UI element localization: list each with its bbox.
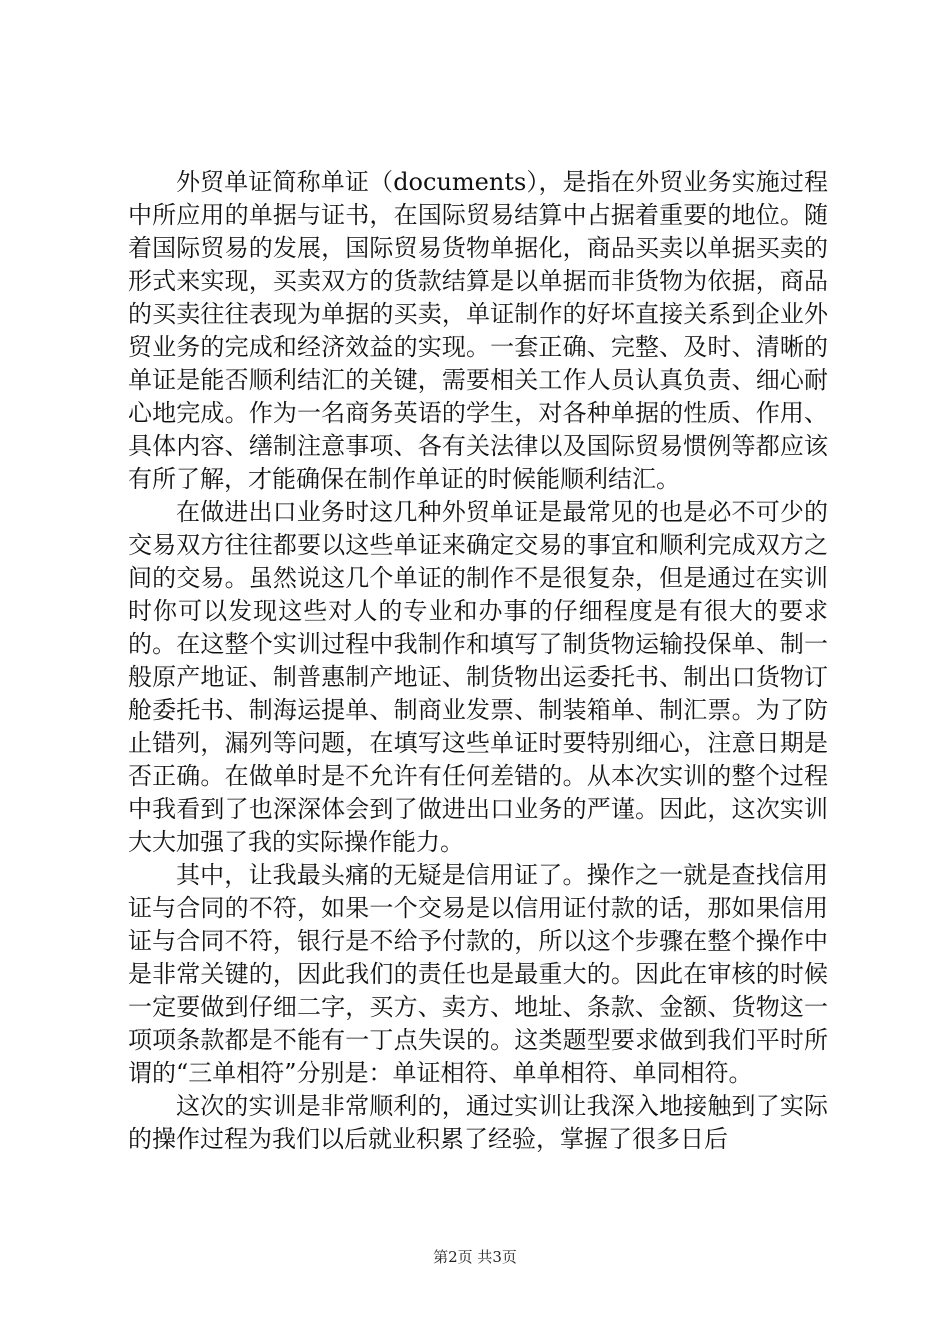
paragraph-1: 外贸单证简称单证（documents），是指在外贸业务实施过程中所应用的单据与证书，在国际贸易结算中占据着重要的地位。随着国际贸易的发展，国际贸易货物单据化，商品买卖以单据买卖的形式来实现，买卖双方的货款结算是以单据而非货物为依据，商品的买卖往往表现为单据的买卖，单证制作的好坏直接关系到企业外贸业务的完成和经济效益的实现。一套正确、完整、及时、清晰的单证是能否顺利结汇的关键，需要相关工作人员认真负责、细心耐心地完成。作为一名商务英语的学生，对各种单据的性质、作用、具体内容、缮制注意事项、各有关法律以及国际贸易惯例等都应该有所了解，才能确保在制作单证的时候能顺利结汇。 bbox=[128, 168, 828, 493]
paragraph-3: 其中，让我最头痛的无疑是信用证了。操作之一就是查找信用证与合同的不符，如果一个交易是以信用证付款的话，那如果信用证与合同不符，银行是不给予付款的，所以这个步骤在整个操作中是非常关键的，因此我们的责任也是最重大的。因此在审核的时候一定要做到仔细二字，买方、卖方、地址、条款、金额、货物这一项项条款都是不能有一丁点失误的。这类题型要求做到我们平时所谓的“三单相符”分别是：单证相符、单单相符、单同相符。 bbox=[128, 861, 828, 1087]
page-footer: 第2页 共3页 bbox=[433, 1248, 517, 1266]
paragraph-2: 在做进出口业务时这几种外贸单证是最常见的也是必不可少的交易双方往往都要以这些单证来确定交易的事宜和顺利完成双方之间的交易。虽然说这几个单证的制作不是很复杂，但是通过在实训时你可以发现这些对人的专业和办事的仔细程度是有很大的要求的。在这整个实训过程中我制作和填写了制货物运输投保单、制一般原产地证、制普惠制产地证、制货物出运委托书、制出口货物订舱委托书、制海运提单、制商业发票、制装箱单、制汇票。为了防止错列，漏列等问题，在填写这些单证时要特别细心，注意日期是否正确。在做单时是不允许有任何差错的。从本次实训的整个过程中我看到了也深深体会到了做进出口业务的严谨。因此，这次实训大大加强了我的实际操作能力。 bbox=[128, 498, 828, 856]
paragraph-4: 这次的实训是非常顺利的，通过实训让我深入地接触到了实际的操作过程为我们以后就业积累了经验，掌握了很多日后 bbox=[128, 1092, 828, 1153]
body-text bbox=[128, 166, 828, 1156]
